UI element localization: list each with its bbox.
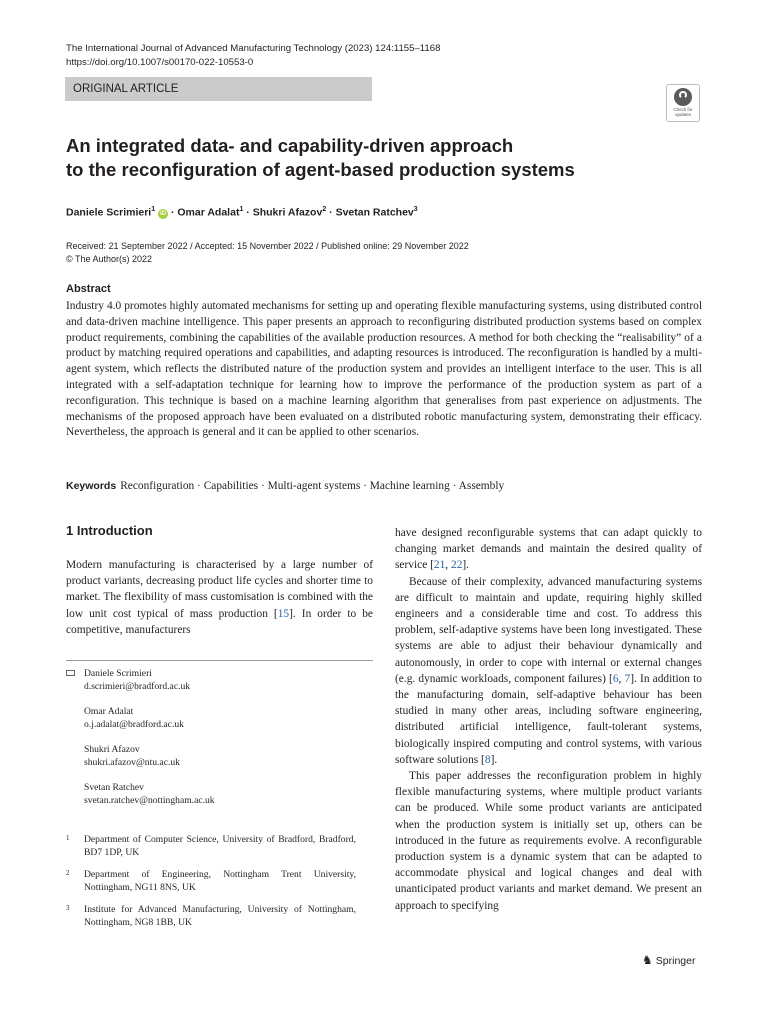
contact-entry (66, 668, 215, 693)
article-type-badge: ORIGINAL ARTICLE (65, 77, 372, 101)
affiliation-number: 2 (66, 869, 70, 877)
crossmark-icon (674, 88, 692, 106)
keywords-label: Keywords (66, 480, 117, 492)
citation-link[interactable]: 6 (612, 672, 619, 685)
citation-link[interactable]: 22 (451, 559, 463, 572)
contact-email[interactable]: o.j.adalat@bradford.ac.uk (84, 718, 184, 730)
journal-citation: The International Journal of Advanced Manufacturing Technology (2023) 124:1155–1168 (66, 43, 441, 54)
title-line-1: An integrated data- and capability-driven approach (66, 135, 514, 156)
doi-link[interactable]: https://doi.org/10.1007/s00170-022-10553-0 (66, 57, 254, 68)
left-column (66, 557, 373, 638)
history-dates: Received: 21 September 2022 / Accepted: 15 November 2022 / Published online: 29 November 2022 (66, 241, 469, 251)
orcid-icon[interactable]: iD (160, 210, 167, 217)
envelope-icon (66, 670, 75, 676)
springer-horse-icon: ♞ (642, 953, 653, 967)
copyright: © The Author(s) 2022 (66, 254, 153, 264)
author-affiliation-number: 3 (413, 206, 418, 213)
affiliation-entry (66, 869, 356, 894)
contact-entry (66, 782, 215, 807)
author-list: Daniele Scrimieri$^1$ iD · Omar Adalat$^1$ · Shukri Afazov$^2$ · Svetan Ratchev$^3$ (66, 206, 418, 219)
abstract-heading: Abstract (66, 283, 111, 295)
author-name[interactable]: Svetan Ratchev (335, 206, 414, 219)
publication-dates (66, 240, 469, 266)
publisher-logo (642, 953, 695, 968)
contact-name: Daniele Scrimieri (84, 668, 152, 679)
keywords (66, 479, 504, 494)
contact-entry (66, 744, 215, 769)
footnote-divider (66, 660, 373, 661)
citation-link[interactable]: 8 (484, 753, 491, 766)
contact-name: Omar Adalat (84, 706, 134, 717)
author-name[interactable]: Shukri Afazov (252, 206, 323, 219)
keywords-text: Reconfiguration · Capabilities · Multi-agent systems · Machine learning · Assembly (120, 480, 505, 492)
citation-link[interactable]: 7 (624, 672, 631, 685)
affiliation-number: 3 (66, 904, 70, 912)
affiliation-entry (66, 904, 356, 929)
crossmark-label-1: Check for (673, 107, 693, 112)
journal-header (66, 42, 440, 70)
crossmark-label-2: updates (674, 112, 691, 117)
affiliation-number: 1 (66, 834, 70, 842)
paragraph: have designed reconfigurable systems that can adapt quickly to changing market demands and maintain the desired quality of service [21, 22]. (395, 527, 702, 572)
affiliation-text: Department of Computer Science, University of Bradford, Bradford, BD7 1DP, UK (84, 834, 356, 858)
paragraph: Modern manufacturing is characterised by a large number of product variants, decreasing product life cycles and shorter time to market. The flexibility of mass customisation is combined with the low unit cost typical of mass production [15]. In order to be competitive, manufacturers (66, 559, 373, 636)
affiliation-text: Department of Engineering, Nottingham Trent University, Nottingham, NG11 8NS, UK (84, 869, 356, 893)
affiliation-text: Institute for Advanced Manufacturing, University of Nottingham, Nottingham, NG8 1BB, UK (84, 904, 356, 928)
contact-entry (66, 706, 215, 731)
article-title (66, 134, 626, 182)
affiliation-entry (66, 834, 356, 859)
paragraph: Because of their complexity, advanced manufacturing systems are difficult to maintain and update, requiring highly skilled engineers and a considerable time and cost. To address this problem, self-adaptive systems have been long investigated. These systems are able to adjust their behaviour dynamically and autonomously, in order to cope with internal or external changes (e.g. dynamic workloads, component failures) [6, 7]. In addition to the manufacturing domain, self-adaptive behaviour has been studied in many other areas, including software engineering, distributed artificial intelligence, fault-tolerant systems, biologically inspired computing and control systems, with various software solutions [8]. (395, 575, 702, 766)
contact-email[interactable]: shukri.afazov@ntu.ac.uk (84, 756, 180, 768)
title-line-2: to the reconfiguration of agent-based production systems (66, 159, 575, 180)
paragraph: This paper addresses the reconfiguration problem in highly flexible manufacturing systems, where multiple product variants can be produced. While some product variants are anticipated when the production system is initially set up, others can be introduced in the future as requirements evolve. A reconfigurable production system is a dynamic system that can be adapted to accommodate physical and logical changes and deal with unanticipated product variants and market demand. We present an approach to specifying (395, 770, 702, 912)
abstract-body: Industry 4.0 promotes highly automated mechanisms for setting up and operating flexible manufacturing systems, using distributed control and data-driven machine intelligence. This paper presents an approach to reconfiguring distributed production systems based on complex product requirements, combining the capabilities of the available production resources. A method for both checking the “realisability” of a product by matching required operations and capabilities, and adapting resources is introduced. The reconfiguration is handled by a multi-agent system, which reflects the distributed nature of the production system and provides an intelligent interface to the user. This is all integrated with a self-adaptation technique for learning how to improve the performance of the production system as part of a reconfiguration. This technique is based on a machine learning algorithm that generalises from past experience on adjustments. The mechanisms of the proposed approach have been evaluated on a distributed robotic manufacturing system, demonstrating their efficacy. Nevertheless, the approach is general and it can be applied to other scenarios. (66, 300, 702, 439)
section-heading: 1 Introduction (66, 523, 153, 538)
right-column (395, 525, 702, 914)
citation-link[interactable]: 21 (433, 559, 446, 572)
check-for-updates-button[interactable] (666, 84, 700, 122)
citation-link[interactable]: 15 (277, 607, 290, 620)
author-affiliation-number: 1 (239, 206, 244, 213)
contact-name: Svetan Ratchev (84, 782, 144, 793)
corresponding-authors (66, 668, 215, 820)
contact-email[interactable]: d.scrimieri@bradford.ac.uk (84, 680, 191, 692)
author-affiliation-number: 1 (151, 206, 156, 213)
contact-email[interactable]: svetan.ratchev@nottingham.ac.uk (84, 794, 215, 806)
affiliations (66, 834, 356, 939)
publisher-name: Springer (655, 955, 696, 967)
author-affiliation-number: 2 (322, 206, 327, 213)
author-name[interactable]: Omar Adalat (177, 206, 240, 219)
author-name[interactable]: Daniele Scrimieri (66, 206, 152, 219)
contact-name: Shukri Afazov (84, 744, 140, 755)
